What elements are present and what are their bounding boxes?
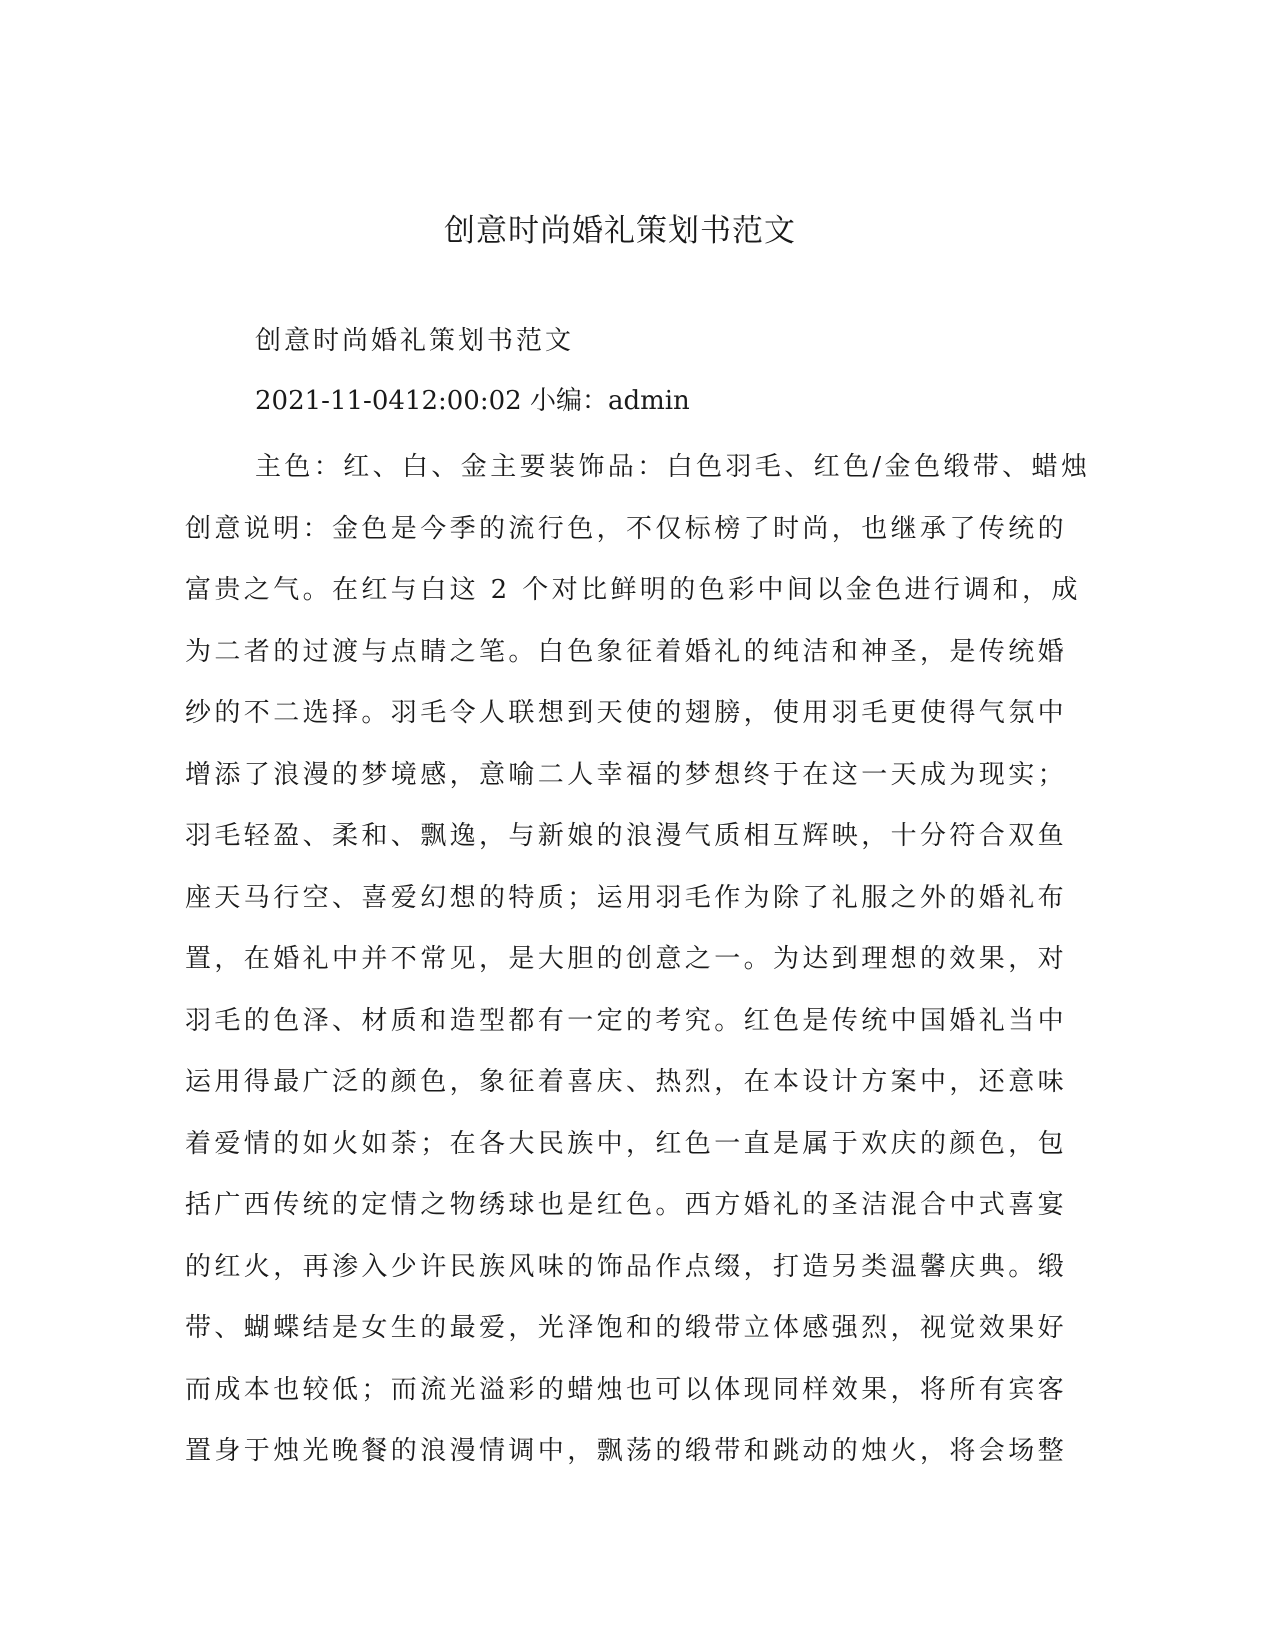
body-line: 羽毛的色泽、材质和造型都有一定的考究。红色是传统中国婚礼当中 xyxy=(185,1005,1068,1036)
body-line: 置身于烛光晚餐的浪漫情调中，飘荡的缎带和跳动的烛火，将会场整 xyxy=(185,1436,1068,1466)
article-subtitle: 创意时尚婚礼策划书范文 xyxy=(255,326,575,356)
body-line: 括广西传统的定情之物绣球也是红色。西方婚礼的圣洁混合中式喜宴 xyxy=(185,1190,1068,1220)
body-paragraph xyxy=(185,437,1091,1483)
page-title: 创意时尚婚礼策划书范文 xyxy=(444,213,796,249)
body-line: 运用得最广泛的颜色，象征着喜庆、热烈，在本设计方案中，还意味 xyxy=(185,1067,1068,1097)
article-meta: 2021-11-0412:00:02 小编：admin xyxy=(255,386,690,416)
body-line: 羽毛轻盈、柔和、飘逸，与新娘的浪漫气质相互辉映，十分符合双鱼 xyxy=(185,821,1068,851)
body-line: 座天马行空、喜爱幻想的特质；运用羽毛作为除了礼服之外的婚礼布 xyxy=(185,882,1068,913)
body-line: 为二者的过渡与点睛之笔。白色象征着婚礼的纯洁和神圣，是传统婚 xyxy=(185,636,1068,667)
body-line: 富贵之气。在红与白这 2 个对比鲜明的色彩中间以金色进行调和，成 xyxy=(185,575,1081,605)
body-line: 置，在婚礼中并不常见，是大胆的创意之一。为达到理想的效果，对 xyxy=(185,944,1068,974)
body-line: 而成本也较低；而流光溢彩的蜡烛也可以体现同样效果，将所有宾客 xyxy=(185,1374,1068,1405)
body-line: 主色：红、白、金主要装饰品：白色羽毛、红色/金色缎带、蜡烛 xyxy=(255,452,1091,482)
body-line: 的红火，再渗入少许民族风味的饰品作点缀，打造另类温馨庆典。缎 xyxy=(185,1251,1068,1282)
body-line: 纱的不二选择。羽毛令人联想到天使的翅膀，使用羽毛更使得气氛中 xyxy=(185,698,1068,728)
body-line: 带、蝴蝶结是女生的最爱，光泽饱和的缎带立体感强烈，视觉效果好 xyxy=(185,1313,1068,1343)
body-line: 增添了浪漫的梦境感，意喻二人幸福的梦想终于在这一天成为现实； xyxy=(185,759,1068,790)
body-line: 创意说明：金色是今季的流行色，不仅标榜了时尚，也继承了传统的 xyxy=(185,513,1068,544)
body-line: 着爱情的如火如荼；在各大民族中，红色一直是属于欢庆的颜色，包 xyxy=(185,1128,1068,1159)
